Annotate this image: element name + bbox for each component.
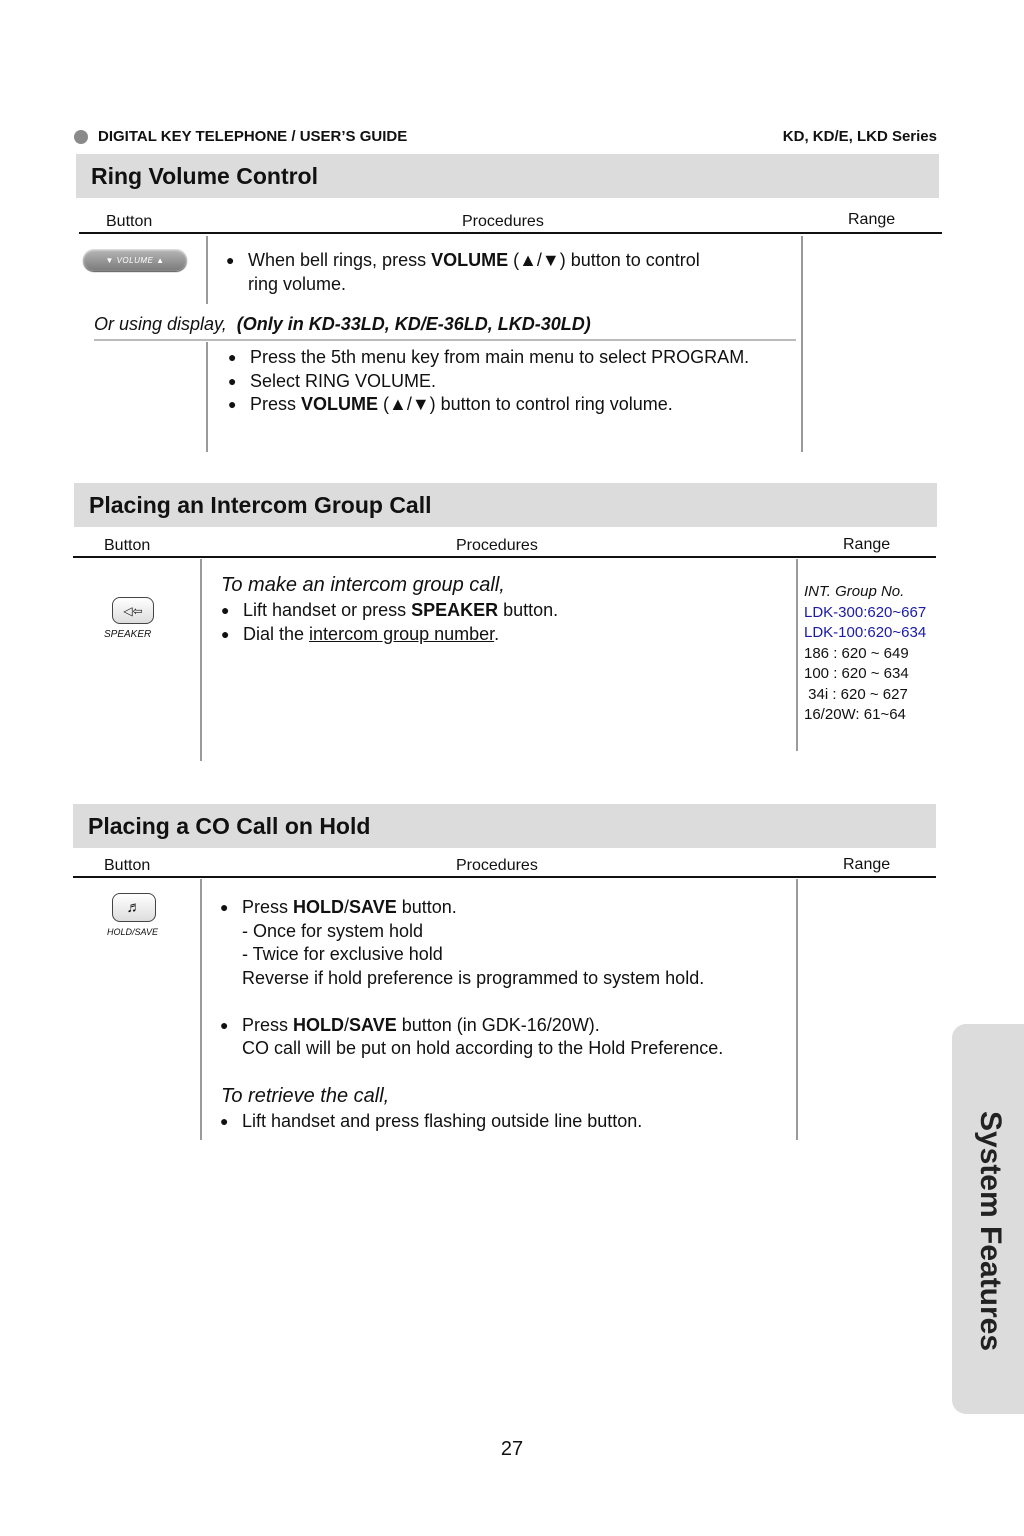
table-rule [73,556,936,558]
hold-button-icon: ♬ [112,893,156,922]
volume-button-icon [83,249,187,271]
document-header [74,128,407,145]
column-divider [801,236,803,452]
page-number: 27 [500,1438,524,1460]
col-procedures: Procedures [456,537,538,554]
column-divider [796,559,798,751]
ring-step-1: ● When bell rings, press VOLUME (▲/▼) button to control ring volume. [226,249,796,296]
side-tab-label-wrap [960,1110,1020,1352]
section-title-hold: Placing a CO Call on Hold [73,804,936,848]
col-button: Button [104,537,151,554]
hold-steps: ● Press HOLD/SAVE button. - Once for system hold - Twice for exclusive hold Reverse if hold preference is programmed to system hold. ● Press HOLD/SAVE button (in GDK-16/20W). CO call will be put on hold according to the Hold Preference. [220,897,724,1058]
display-note: Or using display, (Only in KD-33LD, KD/E-36LD, LKD-30LD) [94,314,591,334]
col-procedures: Procedures [456,857,538,874]
col-range: Range [843,536,891,553]
intercom-intro: To make an intercom group call, [221,574,505,596]
col-procedures: Procedures [462,213,544,230]
note-rule [94,339,796,341]
retrieve-step: ● Lift handset and press flashing outside line button. [220,1111,643,1131]
intercom-range: INT. Group No. LDK-300:620~667 LDK-100:620~634 186 : 620 ~ 649 100 : 620 ~ 634 34i : 620 ~ 627 16/20W: 61~64 [804,583,927,723]
column-divider [206,236,208,304]
col-button: Button [106,213,153,230]
guide-title: DIGITAL KEY TELEPHONE / USER’S GUIDE [98,128,408,145]
column-divider [200,879,202,1140]
series-label: KD, KD/E, LKD Series [782,128,937,145]
hold-label: HOLD/SAVE [107,927,159,937]
column-divider [200,559,202,761]
col-button: Button [104,857,151,874]
col-range: Range [843,856,891,873]
volume-button-label: ▼ VOLUME ▲ [105,255,165,265]
section-title-ring-volume: Ring Volume Control [76,154,939,198]
table-rule [79,232,942,234]
speaker-button-icon: ◁⇦ [112,597,154,624]
section-title-intercom: Placing an Intercom Group Call [74,483,937,527]
intercom-group-number-link[interactable]: intercom group number [309,623,495,644]
column-divider [206,342,208,452]
retrieve-intro: To retrieve the call, [221,1085,390,1107]
speaker-label: SPEAKER [104,629,152,640]
column-divider [796,879,798,1140]
intercom-steps: ● Lift handset or press SPEAKER button. ● Dial the intercom group number. [221,600,559,644]
bullet-dot-icon [74,130,88,144]
ring-steps-display: ● Press the 5th menu key from main menu to select PROGRAM. ● Select RING VOLUME. ● Press VOLUME (▲/▼) button to control ring volume. [228,347,750,414]
table-rule [73,876,936,878]
bullet-icon: ● [226,252,235,268]
side-tab-label: System Features [974,1110,1007,1352]
col-range: Range [848,211,896,228]
